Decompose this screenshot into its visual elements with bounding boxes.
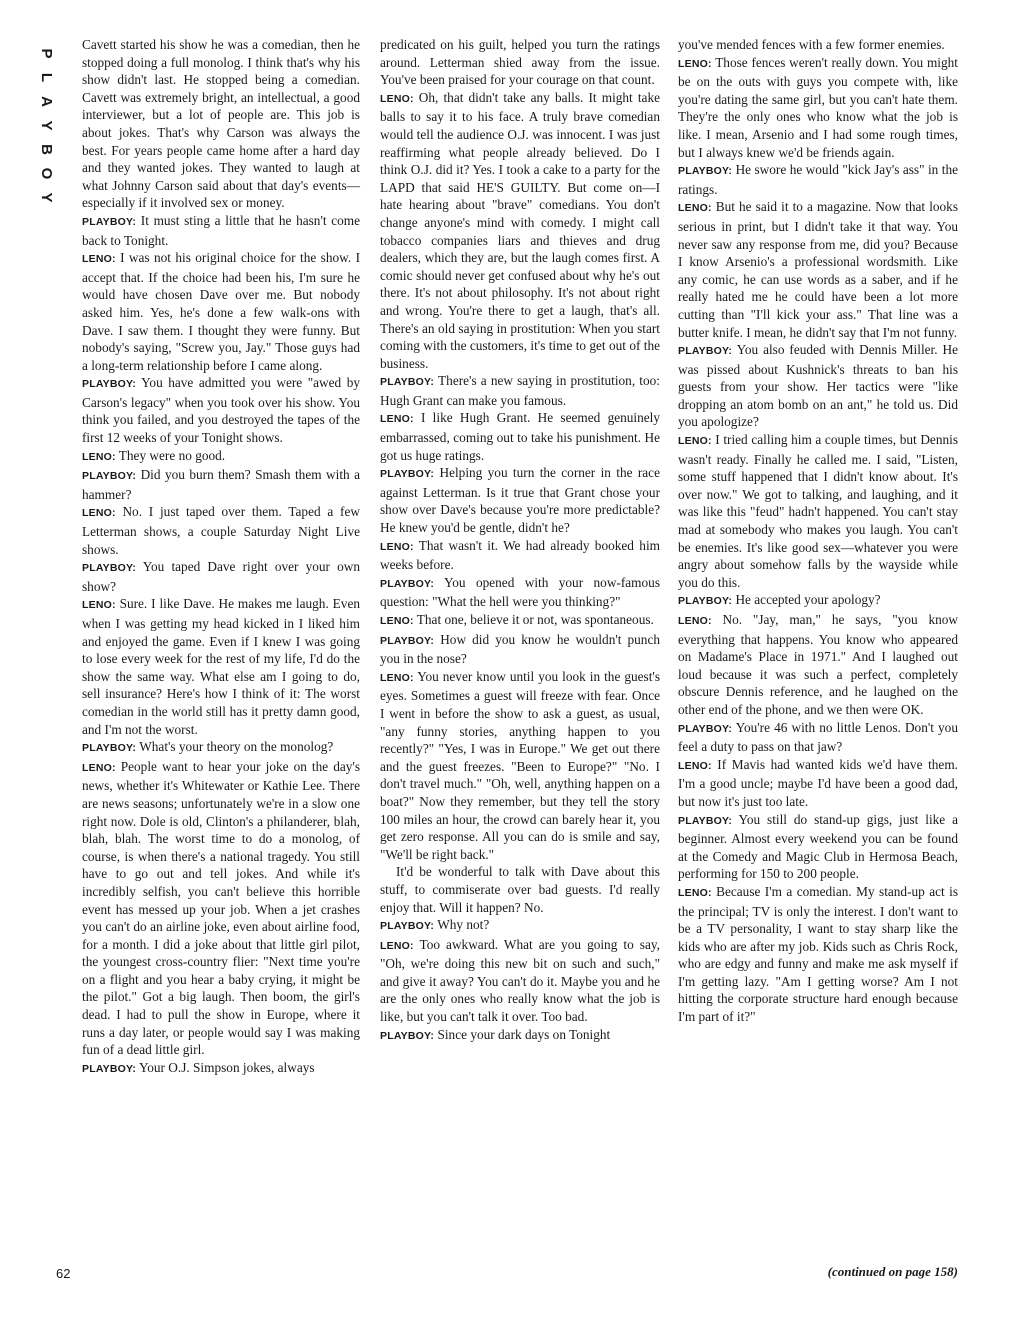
sidebar-letter: P: [38, 48, 55, 60]
paragraph: [82, 595, 360, 738]
speaker-label: LENO:: [380, 939, 414, 952]
speaker-label: PLAYBOY:: [380, 468, 435, 481]
speaker-label: PLAYBOY:: [678, 165, 733, 178]
paragraph: [380, 668, 660, 864]
paragraph: [380, 372, 660, 409]
sidebar-letter: Y: [38, 192, 55, 204]
paragraph-text: You never know until you look in the guest's eyes. Sometimes a guest will freeze with fear. Once I went in before the show to ask a guest, as usual, "any funny stories, anything happen to you recently?" "Yes, I was in Europe." We get out there and the guest freezes. "Been to Europe?" "No. I don't travel much." "Oh, well, anything happen on a boat?" Now they remember, but they tell the story 100 miles an hour, the crowd can barely hear it, you get zero response. All you can do is smile and say, "We'll be right back.": [380, 668, 660, 862]
speaker-label: PLAYBOY:: [82, 562, 137, 575]
paragraph: [380, 936, 660, 1026]
paragraph-text: Your O.J. Simpson jokes, always: [138, 1059, 315, 1075]
paragraph-text: Those fences weren't really down. You might be on the outs with guys you compete with, like you're dating the same girl, but you can't hate them. They're the only ones who know what the job is like. I mean, Arsenio and I had some rough times, but I always knew we'd be friends again.: [678, 54, 958, 160]
paragraph-text: He accepted your apology?: [735, 592, 881, 608]
paragraph-text: Oh, that didn't take any balls. It might take balls to say it to his face. A truly brave comedian would tell the audience O.J. was innocent. I was just reaffirming what people already believed. Do I think O.J. did it? Yes. I took a cake to a party for the LAPD that said HE'S GUILTY. But come on—I hate hearing about "brave" comedians. You don't change anyone's mind with comedy. I might call tobacco companies liars and thieves and drug dealers, which they are, but the laugh comes first. A comic should never get confused about why he's out there. It's not about philosophy. It's not about right and wrong. You're there to get a laugh, that's all. There's an old saying in prostitution: When you start coming with the customers, it's time to get out of the business.: [380, 89, 661, 371]
paragraph-text: If Mavis had wanted kids we'd have them. I'm a good uncle; maybe I'd have been a good dad, but now it's just too late.: [678, 756, 958, 809]
paragraph-text: He swore he would "kick Jay's ass" in the ratings.: [678, 162, 958, 197]
paragraph-text: You have admitted you were "awed by Carson's legacy" when you took over his show. You think you failed, and you destroyed the tapes of the first 12 weeks of your Tonight shows.: [82, 375, 360, 446]
speaker-label: LENO:: [82, 450, 116, 463]
page-number: 62: [56, 1266, 71, 1281]
paragraph-text: Sure. I like Dave. He makes me laugh. Even when I was getting my head kicked in I liked him and enjoyed the game. Even if I knew I was going to lose every week for the rest of my life, I'd do the show the same way. What else am I going to do, sell insurance? Here's how I think of it: The worst comedian in the world still has it pretty damn good, and I'm not the worst.: [82, 596, 360, 737]
paragraph: [678, 719, 958, 756]
paragraph: [380, 916, 660, 936]
paragraph-text: Helping you turn the corner in the race against Letterman. Is it true that Grant chose your show over Dave's because you're more predictable? He knew you'd be gentle, didn't he?: [380, 465, 660, 536]
sidebar-letter: O: [38, 167, 55, 181]
sidebar-letter: Y: [38, 120, 55, 132]
paragraph-text: People want to hear your joke on the day's news, whether it's Whitewater or Kathie Lee. There are news seasons; unfortunately we're in a slow one right now. Dole is old, Clinton's a philanderer, blah, blah, blah. The worst time to do a monolog, of course, is when there's a national tragedy. You still have to go out and tell jokes. And while it's incredibly selfish, you can't believe this horrible event has messed up your job. When a jet crashes you can't do an airline joke, even about airline food, for a month. I did a joke about that little girl pilot, the youngest cross-country flier: "Next time you're on a flight and you hear a baby crying, it might be the pilot." Got a big laugh. Then boom, the girl's dead. I had to pull the show in Europe, where it runs a day later, or people would say I was making fun of a dead little girl.: [82, 758, 360, 1058]
paragraph-text: You still do stand-up gigs, just like a beginner. Almost every weekend you can be found at the Comedy and Magic Club in Hermosa Beach, performing for 150 to 200 people.: [678, 811, 959, 882]
paragraph-text: It must sting a little that he hasn't come back to Tonight.: [82, 212, 360, 248]
paragraph-text: What's your theory on the monolog?: [139, 739, 334, 755]
paragraph-text: I was not his original choice for the show. I accept that. If the choice had been his, I'm sure he would have chosen Dave over me. But nobody asked him. Yes, he's done a few walk-ons with Dave. I saw them. I thought they were funny. But nobody's saying, "Screw you, Jay." Those guys had a long-term relationship before I came along.: [82, 250, 360, 373]
paragraph: [82, 758, 360, 1059]
sidebar-letter: L: [38, 72, 55, 84]
speaker-label: LENO:: [380, 413, 414, 426]
paragraph: [380, 409, 660, 464]
paragraph: [678, 161, 958, 198]
speaker-label: LENO:: [82, 761, 116, 774]
speaker-label: PLAYBOY:: [380, 1029, 435, 1042]
speaker-label: LENO:: [678, 202, 712, 215]
paragraph-text: I like Hugh Grant. He seemed genuinely embarrassed, coming out to take his punishment. He got us huge ratings.: [380, 410, 660, 463]
speaker-label: PLAYBOY:: [82, 215, 137, 228]
paragraph: [82, 447, 360, 467]
speaker-label: LENO:: [678, 57, 712, 70]
paragraph-text: No. "Jay, man," he says, "you know everything that happens. You know who appeared on Madame's Place in 1971." And I laughed out loud because it was such a perfect, completely obscure Dennis reference, and he laughed on the other end of the phone, and we then were OK.: [678, 612, 958, 717]
speaker-label: LENO:: [678, 615, 712, 627]
paragraph-text: Did you burn them? Smash them with a hammer?: [82, 467, 360, 502]
paragraph: [82, 738, 360, 758]
speaker-label: PLAYBOY:: [380, 577, 435, 590]
paragraph: [678, 611, 958, 719]
paragraph: [380, 36, 660, 89]
paragraph: [380, 631, 660, 668]
paragraph: [380, 1026, 660, 1046]
text-column-3: [678, 36, 958, 1026]
paragraph-text: You taped Dave right over your own show?: [82, 559, 360, 594]
speaker-label: LENO:: [380, 540, 414, 553]
paragraph: [678, 54, 958, 162]
text-column-1: [82, 36, 360, 1078]
paragraph-text: Too awkward. What are you going to say, "Oh, we're doing this new bit on such and such," and give it away? You can't do it. Maybe you and he are the only ones who really know what the job is like, but you can't talk it over. Too bad.: [380, 936, 660, 1025]
paragraph-text: You opened with your now-famous question: "What the hell were you thinking?": [380, 574, 660, 610]
speaker-label: PLAYBOY:: [380, 634, 435, 647]
sidebar-letter: B: [38, 144, 55, 156]
paragraph-text: How did you know he wouldn't punch you in the nose?: [380, 631, 660, 667]
paragraph: [82, 249, 360, 374]
paragraph: [82, 212, 360, 249]
paragraph: [678, 883, 958, 1026]
speaker-label: PLAYBOY:: [380, 376, 435, 389]
paragraph: [380, 464, 660, 536]
continued-note: (continued on page 158): [827, 1264, 958, 1279]
speaker-label: PLAYBOY:: [82, 378, 137, 391]
paragraph-text: I tried calling him a couple times, but Dennis wasn't ready. Finally he called me. I said, "Listen, some stuff happened that I didn't know about. It's over now." We got to talking, and laughing, and it was like this "feud" hadn't happened. You can't stay mad at somebody who makes you laugh. You can't be enemies. It's like good sex—whatever you were angry about somehow falls by the wayside while you do this.: [678, 432, 958, 590]
speaker-label: PLAYBOY:: [678, 595, 733, 608]
paragraph-text: There's a new saying in prostitution, too: Hugh Grant can make you famous.: [380, 373, 660, 408]
paragraph: [678, 811, 958, 883]
paragraph: [82, 558, 360, 595]
paragraph-text: You also feuded with Dennis Miller. He was pissed about Kushnick's threats to ban his guests from your show. Her tactics were "like dropping an atom bomb on an ant," he told us. Did you apologize?: [678, 342, 958, 430]
speaker-label: PLAYBOY:: [678, 814, 733, 827]
speaker-label: PLAYBOY:: [678, 722, 733, 735]
speaker-label: LENO:: [82, 507, 116, 520]
paragraph: [380, 611, 660, 631]
speaker-label: PLAYBOY:: [380, 920, 435, 933]
magazine-sidebar-title: [34, 42, 58, 210]
paragraph: [678, 36, 958, 54]
paragraph: [678, 431, 958, 591]
speaker-label: LENO:: [678, 759, 712, 772]
paragraph: [82, 36, 360, 212]
speaker-label: PLAYBOY:: [82, 742, 137, 755]
paragraph-text: They were no good.: [118, 447, 226, 463]
paragraph: [380, 863, 660, 916]
paragraph-text: No. I just taped over them. Taped a few Letterman shows, a couple Saturday Night Live shows.: [82, 504, 360, 557]
paragraph-text: Since your dark days on Tonight: [437, 1026, 611, 1042]
paragraph-text: That one, believe it or not, was spontaneous.: [416, 612, 654, 627]
speaker-label: PLAYBOY:: [82, 1062, 137, 1075]
paragraph-text: It'd be wonderful to talk with Dave about this stuff, to commiserate over bad guests. I'd really enjoy that. Will it happen? No.: [380, 864, 660, 915]
paragraph-text: That wasn't it. We had already booked him weeks before.: [380, 537, 660, 573]
paragraph-text: You're 46 with no little Lenos. Don't you feel a duty to pass on that jaw?: [678, 719, 958, 755]
speaker-label: LENO:: [380, 615, 414, 627]
speaker-label: LENO:: [380, 92, 414, 105]
sidebar-letter: A: [38, 96, 55, 108]
speaker-label: PLAYBOY:: [82, 470, 137, 483]
paragraph-text: Why not?: [437, 917, 490, 933]
paragraph: [82, 374, 360, 446]
speaker-label: LENO:: [82, 599, 116, 612]
paragraph: [380, 537, 660, 574]
paragraph: [678, 756, 958, 811]
paragraph-text: Cavett started his show he was a comedian, then he stopped doing a full monolog. I think that's why his show didn't last. He stopped being a comedian. Cavett was extremely bright, an intellectual, a good interviewer, but a lot of people are. This job is about jokes. That's why Carson was always the best. For years people came home after a hard day and they wanted jokes. They wanted to laugh at what Johnny Carson said about that day's events—especially if it involved sex or money.: [82, 37, 360, 211]
paragraph: [678, 591, 958, 611]
paragraph: [678, 341, 958, 431]
paragraph-text: predicated on his guilt, helped you turn the ratings around. Letterman shied away from the issue. You've been praised for your courage on that count.: [380, 37, 660, 88]
speaker-label: LENO:: [678, 886, 712, 899]
paragraph: [380, 574, 660, 611]
paragraph-text: you've mended fences with a few former enemies.: [678, 37, 945, 52]
speaker-label: LENO:: [82, 253, 116, 266]
paragraph-text: But he said it to a magazine. Now that looks serious in print, but I didn't take it that way. You never saw any response from me, did you? Because I know Arsenio's a professional wordsmith. Like any comic, he can use words as a saber, and if he really hated me he could have been a lot more cutting than "I'll kick your ass." That line was a butter knife. I mean, he didn't say that I'm not funny.: [678, 199, 959, 340]
paragraph: [380, 89, 660, 373]
paragraph: [678, 198, 958, 341]
paragraph-text: Because I'm a comedian. My stand-up act is the principal; TV is only the interest. I don't want to be a TV personality, I want to stay sharp like the kids who are after my job. Kids such as Chris Rock, who are edgy and funny and make me ask myself if I'm getting lazy. "Am I getting worse? Am I not hitting the corporate structure hard enough because I'm part of it?": [678, 883, 959, 1025]
text-column-2: [380, 36, 660, 1045]
speaker-label: LENO:: [380, 671, 414, 684]
speaker-label: LENO:: [678, 435, 712, 448]
speaker-label: PLAYBOY:: [678, 345, 733, 358]
paragraph: [82, 503, 360, 558]
paragraph: [82, 466, 360, 503]
paragraph: [82, 1059, 360, 1079]
